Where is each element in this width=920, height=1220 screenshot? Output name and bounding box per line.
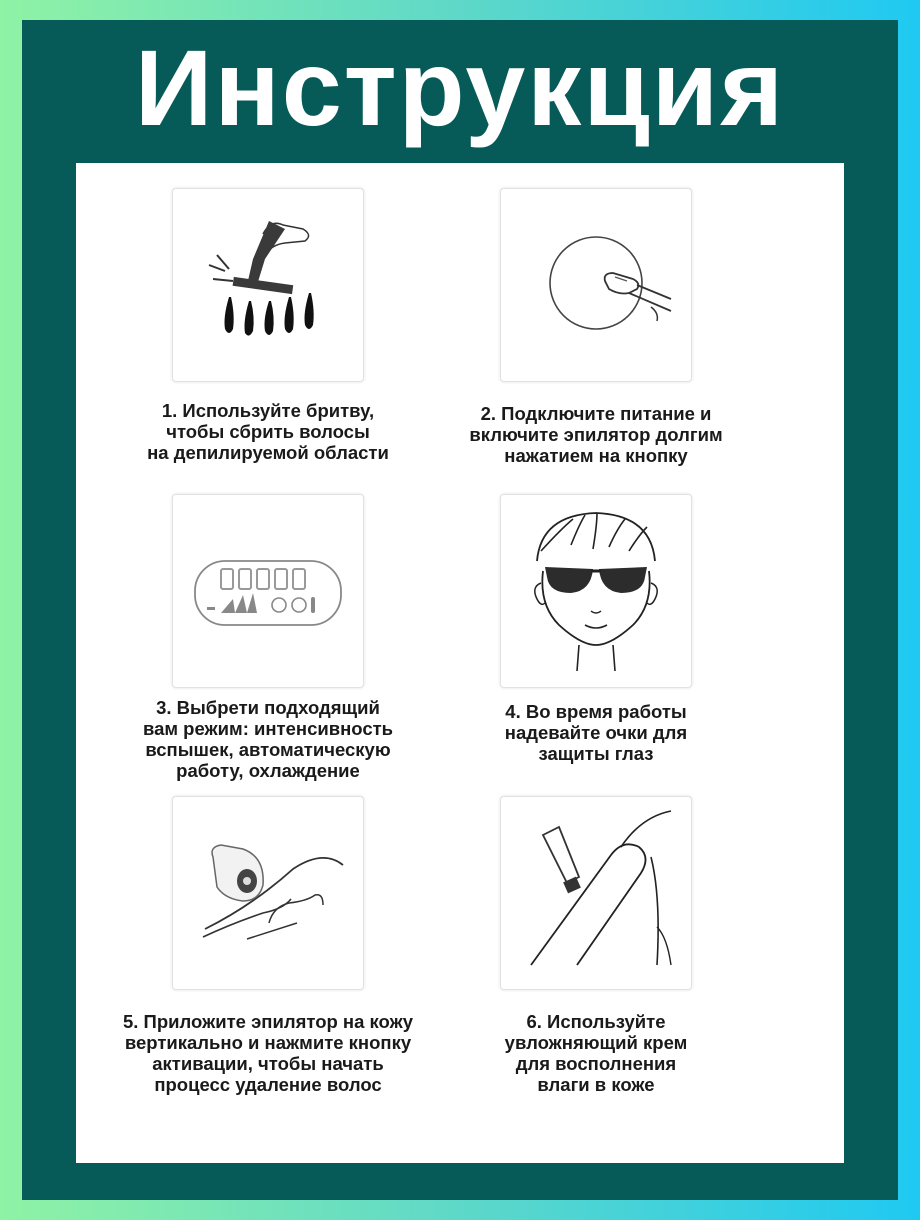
step-2-card [500,188,692,382]
step-6-caption: 6. Используйте увложняющий крем для восполнения влаги в коже [504,1011,688,1095]
step-5-card [172,796,364,990]
step-3-caption: 3. Выбрети подходящий вам режим: интенсивность вспышек, автоматическую работу, охлаждение [142,697,394,781]
sunglasses-face-icon [501,495,691,687]
step-4-card [500,494,692,688]
step-4-caption: 4. Во время работы надевайте очки для защиты глаз [504,701,688,764]
step-5-caption: 5. Приложите эпилятор на кожу вертикально и нажмите кнопку активации, чтобы начать процесс удаление волос [122,1011,414,1095]
step-6-card [500,796,692,990]
page-title: Инструкция [134,27,786,148]
step-3-card [172,494,364,688]
epilator-on-skin-icon [173,797,363,989]
display-panel-icon [173,495,363,687]
moisturizer-tube-icon [501,797,691,989]
step-2-caption: 2. Подключите питание и включите эпилятор долгим нажатием на кнопку [469,403,723,466]
razor-icon [173,189,363,381]
step-1-card [172,188,364,382]
cream-tube [543,827,581,893]
step-1-caption: 1. Используйте бритву, чтобы сбрить волосы на депилируемой области [147,400,389,463]
finger-press-button-icon [501,189,691,381]
epilator-device [212,845,263,901]
